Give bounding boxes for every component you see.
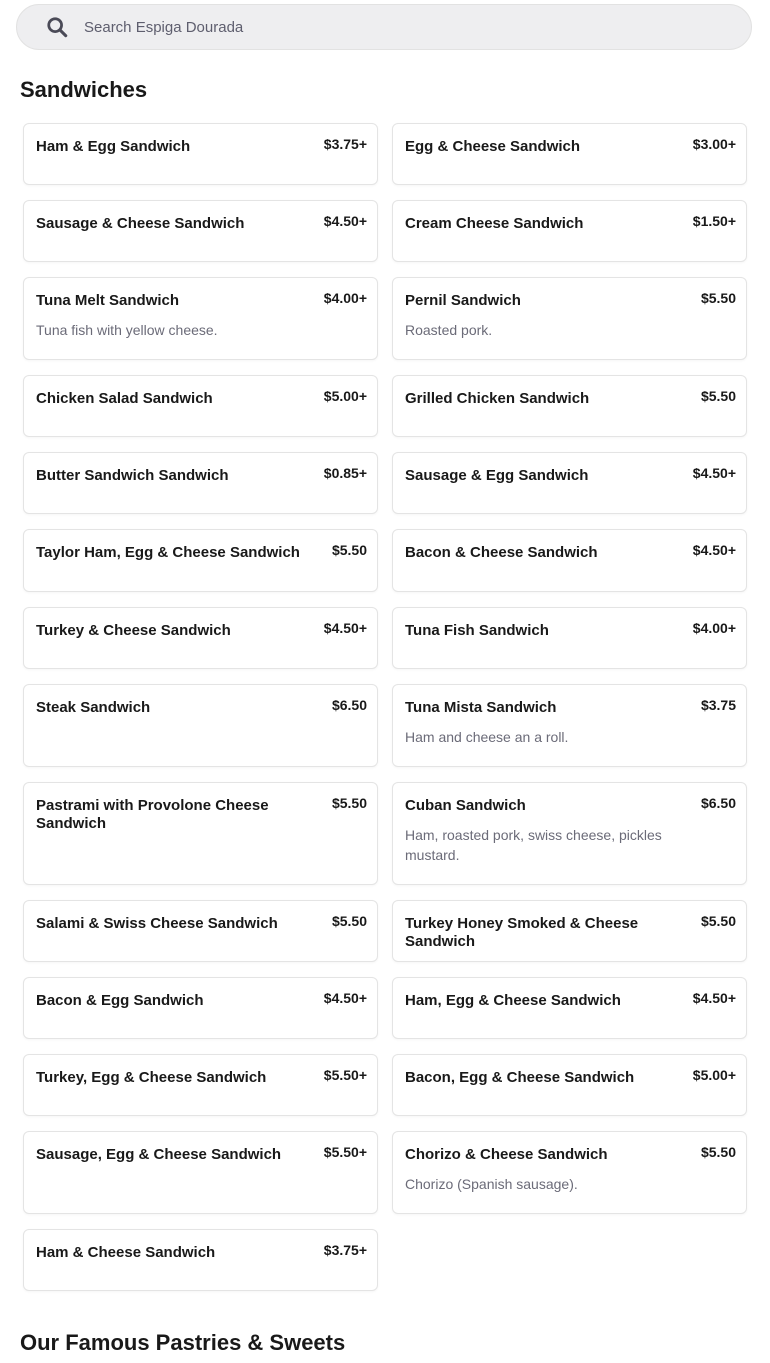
menu-item-card[interactable] (23, 1229, 378, 1291)
menu-item-price: $4.50+ (692, 465, 736, 481)
menu-item-price: $6.50 (700, 795, 736, 811)
menu-item-description: Chorizo (Spanish sausage). (405, 1176, 578, 1192)
menu-item-card[interactable] (392, 782, 747, 885)
menu-item-price: $5.00+ (692, 1067, 736, 1083)
menu-item-name: Chorizo & Cheese Sandwich (405, 1146, 608, 1163)
section-title-pastries: Our Famous Pastries & Sweets (20, 1330, 346, 1355)
menu-item-description: Tuna fish with yellow cheese. (36, 322, 218, 338)
menu-item-name: Sausage & Egg Sandwich (405, 467, 589, 484)
menu-item-card[interactable] (23, 900, 378, 962)
menu-item-price: $0.85+ (323, 465, 367, 481)
menu-item-grid (23, 123, 747, 1291)
menu-item-price: $1.50+ (692, 213, 736, 229)
menu-item-price: $3.00+ (692, 136, 736, 152)
menu-item-card[interactable] (392, 900, 747, 962)
menu-item-price: $4.50+ (323, 213, 367, 229)
menu-item-card[interactable] (392, 977, 747, 1039)
menu-item-description: Ham and cheese an a roll. (405, 729, 569, 745)
menu-item-card[interactable] (392, 452, 747, 514)
menu-item-price: $5.50 (700, 913, 736, 929)
menu-item-card[interactable] (392, 123, 747, 185)
menu-item-price: $5.50 (331, 542, 367, 558)
search-icon (46, 16, 68, 38)
menu-item-name: Pernil Sandwich (405, 292, 521, 309)
menu-item-price: $5.00+ (323, 388, 367, 404)
menu-item-price: $5.50+ (323, 1144, 367, 1160)
menu-item-name: Bacon & Egg Sandwich (36, 992, 204, 1009)
menu-item-name: Steak Sandwich (36, 699, 151, 716)
menu-item-name: Sausage, Egg & Cheese Sandwich (36, 1146, 282, 1163)
menu-item-name: Cream Cheese Sandwich (405, 215, 584, 232)
menu-item-name: Ham & Cheese Sandwich (36, 1244, 216, 1261)
menu-item-card[interactable] (23, 1131, 378, 1214)
menu-item-name: Tuna Mista Sandwich (405, 699, 557, 716)
menu-item-price: $5.50 (700, 388, 736, 404)
menu-item-price: $3.75+ (323, 136, 367, 152)
menu-item-description: Roasted pork. (405, 322, 493, 338)
menu-item-name: Pastrami with Provolone Cheese Sandwich (36, 797, 269, 832)
menu-item-price: $5.50 (331, 913, 367, 929)
menu-item-card[interactable] (392, 607, 747, 669)
menu-item-name: Chicken Salad Sandwich (36, 390, 213, 407)
menu-item-name: Turkey & Cheese Sandwich (36, 622, 231, 639)
menu-item-card[interactable] (23, 607, 378, 669)
menu-item-card[interactable] (23, 977, 378, 1039)
menu-item-price: $4.50+ (323, 620, 367, 636)
search-input[interactable] (84, 19, 751, 36)
menu-item-price: $4.50+ (692, 542, 736, 558)
menu-item-card[interactable] (23, 200, 378, 262)
menu-item-name: Tuna Fish Sandwich (405, 622, 549, 639)
menu-item-price: $4.50+ (692, 990, 736, 1006)
menu-item-card[interactable] (23, 782, 378, 885)
menu-item-name: Grilled Chicken Sandwich (405, 390, 590, 407)
menu-item-name: Egg & Cheese Sandwich (405, 138, 581, 155)
section-title-sandwiches: Sandwiches (20, 77, 148, 102)
menu-item-card[interactable] (23, 452, 378, 514)
menu-item-name: Salami & Swiss Cheese Sandwich (36, 915, 278, 932)
menu-item-description: Ham, roasted pork, swiss cheese, pickles mustard. (405, 827, 662, 863)
menu-item-name: Turkey, Egg & Cheese Sandwich (36, 1069, 267, 1086)
menu-item-name: Turkey Honey Smoked & Cheese Sandwich (405, 915, 639, 950)
menu-item-price: $5.50 (700, 290, 736, 306)
menu-item-card[interactable] (392, 1131, 747, 1214)
menu-item-name: Ham, Egg & Cheese Sandwich (405, 992, 621, 1009)
menu-item-price: $3.75 (700, 697, 736, 713)
menu-item-card[interactable] (392, 277, 747, 360)
menu-item-card[interactable] (23, 123, 378, 185)
menu-item-name: Butter Sandwich Sandwich (36, 467, 229, 484)
menu-item-card[interactable] (392, 529, 747, 592)
menu-item-card[interactable] (23, 529, 378, 592)
menu-item-price: $3.75+ (323, 1242, 367, 1258)
menu-item-card[interactable] (392, 1054, 747, 1116)
menu-item-card[interactable] (392, 375, 747, 437)
menu-item-card[interactable] (392, 684, 747, 767)
menu-item-price: $5.50+ (323, 1067, 367, 1083)
menu-item-name: Bacon & Cheese Sandwich (405, 544, 598, 561)
menu-item-name: Bacon, Egg & Cheese Sandwich (405, 1069, 635, 1086)
menu-item-name: Sausage & Cheese Sandwich (36, 215, 245, 232)
menu-item-name: Taylor Ham, Egg & Cheese Sandwich (36, 544, 300, 561)
menu-item-card[interactable] (23, 277, 378, 360)
menu-item-card[interactable] (392, 200, 747, 262)
menu-item-price: $4.00+ (692, 620, 736, 636)
menu-item-price: $4.50+ (323, 990, 367, 1006)
menu-item-price: $6.50 (331, 697, 367, 713)
menu-item-card[interactable] (23, 375, 378, 437)
menu-item-price: $5.50 (700, 1144, 736, 1160)
search-bar[interactable] (16, 4, 752, 50)
menu-item-name: Ham & Egg Sandwich (36, 138, 191, 155)
menu-item-price: $4.00+ (323, 290, 367, 306)
menu-item-price: $5.50 (331, 795, 367, 811)
menu-item-card[interactable] (23, 684, 378, 767)
menu-item-name: Cuban Sandwich (405, 797, 526, 814)
menu-item-name: Tuna Melt Sandwich (36, 292, 180, 309)
menu-item-card[interactable] (23, 1054, 378, 1116)
